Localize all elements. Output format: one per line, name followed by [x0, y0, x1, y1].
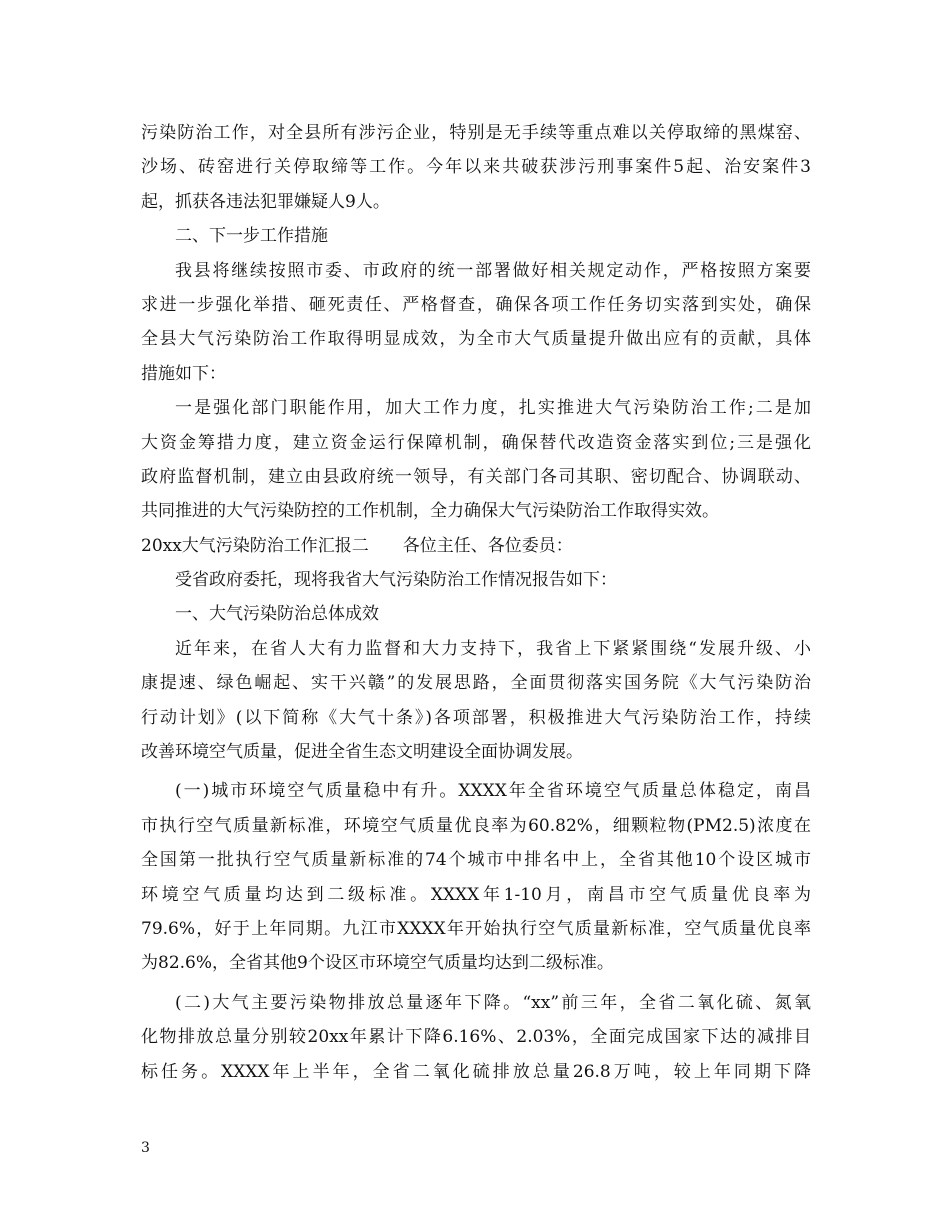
text-line: 求进一步强化举措、砸死责任、严格督查，确保各项工作任务切实落到实处，确保 [141, 294, 811, 315]
text-line: 全国第一批执行空气质量新标准的74个城市中排名中上，全省其他10个设区城市 [141, 850, 811, 871]
text-line: 环境空气质量均达到二级标准。XXXX年1-10月，南昌市空气质量优良率为 [141, 884, 811, 905]
page-number: 3 [141, 1140, 150, 1156]
text-line: 大资金筹措力度，建立资金运行保障机制，确保替代改造资金落实到位;三是强化 [141, 432, 811, 453]
report-title-line: 20xx大气污染防治工作汇报二 各位主任、各位委员： [141, 535, 573, 556]
text-line: 改善环境空气质量，促进全省生态文明建设全面协调发展。 [141, 742, 583, 763]
text-line: 受省政府委托，现将我省大气污染防治工作情况报告如下： [175, 570, 617, 591]
text-line: 政府监督机制，建立由县政府统一领导，有关部门各司其职、密切配合、协调联动、 [141, 466, 811, 487]
text-line: 共同推进的大气污染防控的工作机制，全力确保大气污染防治工作取得实效。 [141, 501, 719, 522]
text-line: (一)城市环境空气质量稳中有升。XXXX年全省环境空气质量总体稳定，南昌 [175, 781, 811, 802]
text-line: 市执行空气质量新标准，环境空气质量优良率为60.82%，细颗粒物(PM2.5)浓度在 [141, 815, 811, 836]
text-line: 近年来，在省人大有力监督和大力支持下，我省上下紧紧围绕“发展升级、小 [175, 638, 811, 659]
text-line: 79.6%，好于上年同期。九江市XXXX年开始执行空气质量新标准，空气质量优良率 [141, 918, 811, 939]
text-line: 一是强化部门职能作用，加大工作力度，扎实推进大气污染防治工作;二是加 [175, 398, 811, 419]
text-line: 起，抓获各违法犯罪嫌疑人9人。 [141, 191, 390, 212]
text-line: 标任务。XXXX年上半年，全省二氧化硫排放总量26.8万吨，较上年同期下降 [141, 1061, 811, 1082]
section-heading: 一、大气污染防治总体成效 [175, 604, 379, 625]
document-body [141, 116, 811, 1089]
text-line: 全县大气污染防治工作取得明显成效，为全市大气质量提升做出应有的贡献，具体 [141, 329, 811, 350]
section-heading: 二、下一步工作措施 [175, 226, 328, 247]
text-line: 行动计划》(以下简称《大气十条》)各项部署，积极推进大气污染防治工作，持续 [141, 707, 811, 728]
text-line: 化物排放总量分别较20xx年累计下降6.16%、2.03%，全面完成国家下达的减排目 [141, 1027, 811, 1048]
text-line: 康提速、绿色崛起、实干兴赣”的发展思路，全面贯彻落实国务院《大气污染防治 [141, 673, 811, 694]
text-line: 污染防治工作，对全县所有涉污企业，特别是无手续等重点难以关停取缔的黑煤窑、 [141, 123, 811, 143]
text-line: 措施如下： [141, 363, 226, 384]
text-line: 我县将继续按照市委、市政府的统一部署做好相关规定动作，严格按照方案要 [175, 260, 811, 281]
text-line: (二)大气主要污染物排放总量逐年下降。“xx”前三年，全省二氧化硫、氮氧 [175, 992, 811, 1013]
text-line: 为82.6%，全省其他9个设区市环境空气质量均达到二级标准。 [141, 953, 614, 974]
text-line: 沙场、砖窑进行关停取缔等工作。今年以来共破获涉污刑事案件5起、治安案件3 [141, 157, 811, 178]
